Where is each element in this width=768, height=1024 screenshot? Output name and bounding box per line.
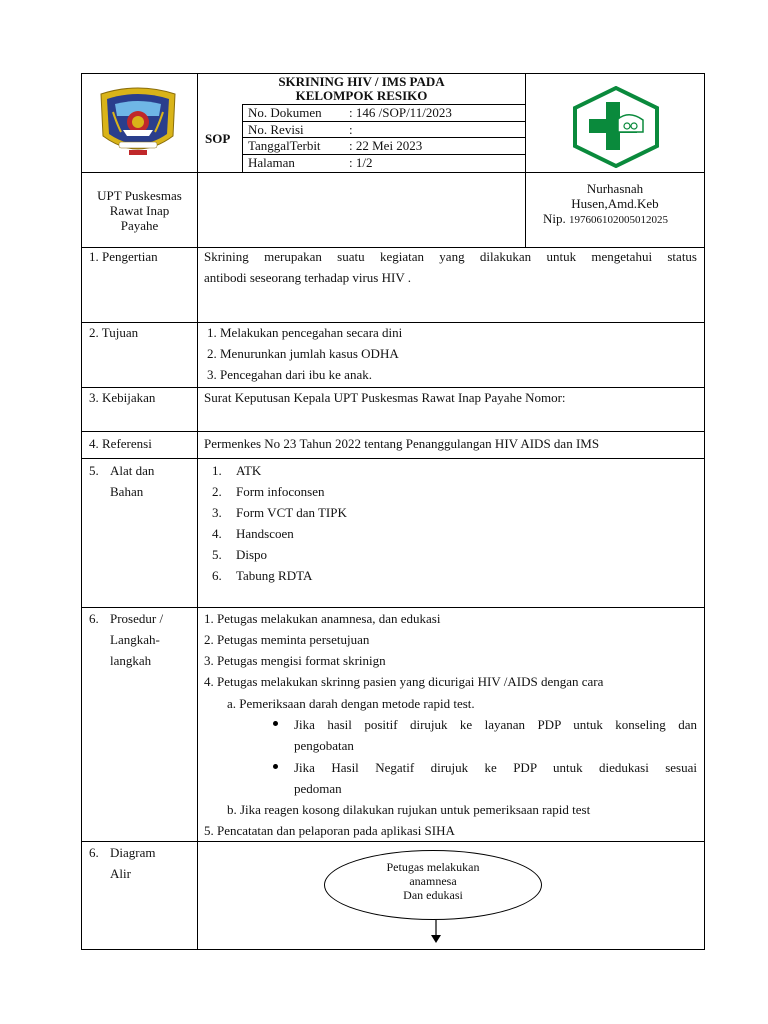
bullet-icon: [273, 764, 278, 769]
emblem-shield-icon: [93, 84, 183, 162]
prosedur-step-4: 4. Petugas melakukan skrinng pasien yang dicurigai HIV /AIDS dengan cara: [204, 674, 604, 689]
section-label-kebijakan: 3. Kebijakan: [89, 390, 156, 405]
document-title-line2: KELOMPOK RESIKO: [295, 88, 428, 103]
issue-date-value: : 22 Mei 2023: [349, 138, 423, 153]
section-label-alat-num: 5.: [89, 463, 99, 478]
prosedur-step-1: 1. Petugas melakukan anamnesa, dan edukasi: [204, 611, 441, 626]
alat-item-num: 4.: [212, 526, 222, 541]
header-right-divider: [525, 73, 526, 248]
section-label-pengertian: 1. Pengertian: [89, 249, 158, 264]
signer-name-line1: Nurhasnah: [586, 181, 644, 196]
flowchart-node1-line1: Petugas melakukan: [386, 860, 480, 874]
section-label-prosedur-line3: langkah: [110, 653, 152, 668]
prosedur-step-2: 2. Petugas meminta persetujuan: [204, 632, 370, 647]
table-border-right: [704, 73, 705, 950]
alat-item-text: Handscoen: [236, 526, 294, 541]
prosedur-bullet1-line2: pengobatan: [294, 738, 354, 753]
prosedur-sub-a: a. Pemeriksaan darah dengan metode rapid test.: [227, 696, 475, 711]
signer-nip-label: Nip.: [543, 211, 566, 226]
section-label-diagram-num: 6.: [89, 845, 99, 860]
sop-label: SOP: [205, 131, 231, 146]
alat-item-num: 1.: [212, 463, 222, 478]
pengertian-text-line1: Skrining merupakan suatu kegiatan yang dilakukan untuk mengetahui status: [204, 249, 697, 264]
institution-line1: UPT Puskesmas: [97, 188, 182, 203]
column-divider: [197, 73, 198, 950]
institution-line2: Rawat Inap: [109, 203, 170, 218]
puskesmas-logo: [571, 86, 661, 168]
section-label-referensi: 4. Referensi: [89, 436, 152, 451]
section-label-prosedur-num: 6.: [89, 611, 99, 626]
section-label-prosedur-line2: Langkah-: [110, 632, 160, 647]
row-line-tujuan: [81, 322, 705, 323]
sop-cell-divider: [242, 104, 243, 172]
tujuan-item-1: 1. Melakukan pencegahan secara dini: [207, 325, 403, 340]
section-label-diagram-line2: Alir: [110, 866, 131, 881]
section-label-tujuan: 2. Tujuan: [89, 325, 139, 340]
section-label-diagram-line1: Diagram: [110, 845, 156, 860]
section-label-alat-line1: Alat dan: [110, 463, 155, 478]
section-label-alat-line2: Bahan: [110, 484, 144, 499]
alat-item-num: 5.: [212, 547, 222, 562]
document-title-line1: SKRINING HIV / IMS PADA: [278, 74, 445, 89]
alat-item-text: Form VCT dan TIPK: [236, 505, 347, 520]
prosedur-bullet1-line1: Jika hasil positif dirujuk ke layanan PDP untuk konseling dan: [294, 717, 697, 732]
arrow-down-icon: [430, 920, 442, 944]
tujuan-item-3: 3. Pencegahan dari ibu ke anak.: [207, 367, 372, 382]
section-label-prosedur-line1: Prosedur /: [110, 611, 164, 626]
alat-item-num: 2.: [212, 484, 222, 499]
alat-item-text: Form infoconsen: [236, 484, 325, 499]
page-value: : 1/2: [349, 155, 373, 170]
regional-emblem-logo: [93, 84, 183, 162]
flowchart-node1-line2: anamnesa: [409, 874, 457, 888]
alat-item-text: Tabung RDTA: [236, 568, 313, 583]
revision-value: :: [349, 122, 353, 137]
row-line-referensi: [81, 431, 705, 432]
row-line-alat: [81, 458, 705, 459]
table-border-bottom: [81, 949, 705, 950]
prosedur-bullet2-line2: pedoman: [294, 781, 342, 796]
prosedur-step-3: 3. Petugas mengisi format skrinign: [204, 653, 386, 668]
row-line-diagram: [81, 841, 705, 842]
row-line-prosedur: [81, 607, 705, 608]
flowchart-node1-line3: Dan edukasi: [403, 888, 463, 902]
row-line-kebijakan: [81, 387, 705, 388]
page-label: Halaman: [248, 155, 295, 170]
issue-date-label: TanggalTerbit: [248, 138, 321, 153]
signer-nip-number: 197606102005012025: [569, 214, 668, 226]
doc-no-value: : 146 /SOP/11/2023: [349, 105, 452, 120]
prosedur-step-5: 5. Pencatatan dan pelaporan pada aplikasi SIHA: [204, 823, 455, 838]
signer-name-line2: Husen,Amd.Keb: [571, 196, 659, 211]
prosedur-sub-b: b. Jika reagen kosong dilakukan rujukan untuk pemeriksaan rapid test: [227, 802, 591, 817]
signer-nip: [543, 212, 668, 226]
flowchart-arrow: [430, 920, 442, 944]
alat-item-text: Dispo: [236, 547, 268, 562]
referensi-text: Permenkes No 23 Tahun 2022 tentang Penanggulangan HIV AIDS dan IMS: [204, 436, 600, 451]
alat-item-num: 6.: [212, 568, 222, 583]
institution-line3: Payahe: [120, 218, 159, 233]
bullet-icon: [273, 721, 278, 726]
pengertian-text-line2: antibodi seseorang terhadap virus HIV .: [204, 270, 411, 285]
kebijakan-text: Surat Keputusan Kepala UPT Puskesmas Rawat Inap Payahe Nomor:: [204, 390, 566, 405]
alat-item-text: ATK: [236, 463, 262, 478]
doc-no-label: No. Dokumen: [248, 105, 322, 120]
row-line-pengertian: [81, 247, 705, 248]
alat-item-num: 3.: [212, 505, 222, 520]
tujuan-item-2: 2. Menurunkan jumlah kasus ODHA: [207, 346, 399, 361]
puskesmas-hexagon-icon: [571, 86, 661, 168]
revision-label: No. Revisi: [248, 122, 304, 137]
header-row-line: [81, 172, 705, 173]
prosedur-bullet2-line1: Jika Hasil Negatif dirujuk ke PDP untuk diedukasi sesuai: [294, 760, 697, 775]
